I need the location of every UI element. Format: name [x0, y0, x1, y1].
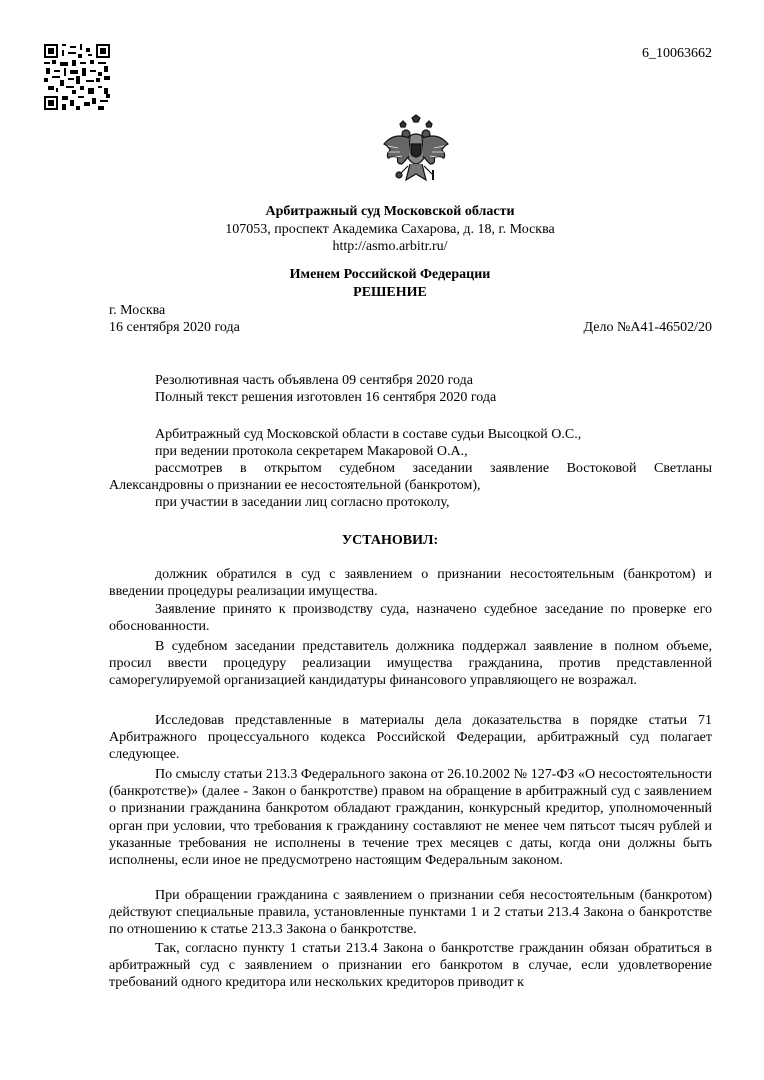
body-paragraph: По смыслу статьи 213.3 Федерального закона от 26.10.2002 № 127-ФЗ «О несостоятельности (банкротстве)» (далее - Закон о банкротстве) правом на обращение в арбитражный суд с заявлением о признании гражданина банкротом обладают гражданин, конкурсный кредитор, уполномоченный орган при условии, что требования к гражданину составляют не менее чем пятьсот тысяч рублей и указанные требования не исполнены в течение трех месяцев с даты, когда они должны быть исполнены, если иное не предусмотрено настоящим Федеральным законом. — [109, 767, 712, 869]
court-website: http://asmo.arbitr.ru/ — [332, 239, 448, 254]
double-headed-eagle-emblem-icon — [380, 114, 452, 190]
case-number: Дело №А41-46502/20 — [583, 320, 712, 335]
full-text-date: Полный текст решения изготовлен 16 сентября 2020 года — [155, 390, 497, 405]
document-number: 6_10063662 — [642, 46, 712, 61]
intro-applicant: Александровны о признании ее несостоятельной (банкротом), — [109, 478, 481, 493]
intro-secretary: при ведении протокола секретарем Макаровой О.А., — [155, 444, 468, 459]
body-paragraph: В судебном заседании представитель должника поддержал заявление в полном объеме, просил ввести процедуру реализации имущества гражданина, против представленной саморегулируемой организацией кандидатуры финансового управляющего не возражал. — [109, 639, 712, 689]
qr-code-icon — [44, 44, 110, 110]
decision-date: 16 сентября 2020 года — [109, 320, 240, 335]
established-heading: УСТАНОВИЛ: — [341, 533, 439, 548]
intro-participants: при участии в заседании лиц согласно протоколу, — [155, 495, 450, 510]
city: г. Москва — [109, 303, 166, 318]
body-paragraph: При обращении гражданина с заявлением о признании себя несостоятельным (банкротом) действуют специальные правила, установленные пунктами 1 и 2 статьи 213.4 Закона о банкротстве по отношению к статье 213.3 Закона о банкротстве. — [109, 888, 712, 938]
court-address: 107053, проспект Академика Сахарова, д. 18, г. Москва — [225, 222, 555, 237]
body-paragraph: должник обратился в суд с заявлением о признании несостоятельным (банкротом) и введении процедуры реализации имущества. — [109, 567, 712, 600]
intro-composition: Арбитражный суд Московской области в составе судьи Высоцкой О.С., — [155, 427, 582, 442]
resolution-announced: Резолютивная часть объявлена 09 сентября 2020 года — [155, 373, 473, 388]
court-name: Арбитражный суд Московской области — [265, 204, 515, 219]
intro-considered: рассмотрев в открытом судебном заседании заявление Востоковой Светланы — [155, 461, 712, 476]
decision-title: РЕШЕНИЕ — [353, 285, 427, 300]
body-paragraph: Заявление принято к производству суда, назначено судебное заседание по проверке его обоснованности. — [109, 602, 712, 635]
body-paragraph: Так, согласно пункту 1 статьи 213.4 Закона о банкротстве гражданин обязан обратиться в арбитражный суд с заявлением о признании его банкротом в случае, если удовлетворение требований одного кредитора или нескольких кредиторов приводит к — [109, 941, 712, 991]
body-paragraph: Исследовав представленные в материалы дела доказательства в порядке статьи 71 Арбитражного процессуального кодекса Российской Федерации, арбитражный суд полагает следующее. — [109, 713, 712, 763]
in-name-of-heading: Именем Российской Федерации — [289, 267, 491, 282]
